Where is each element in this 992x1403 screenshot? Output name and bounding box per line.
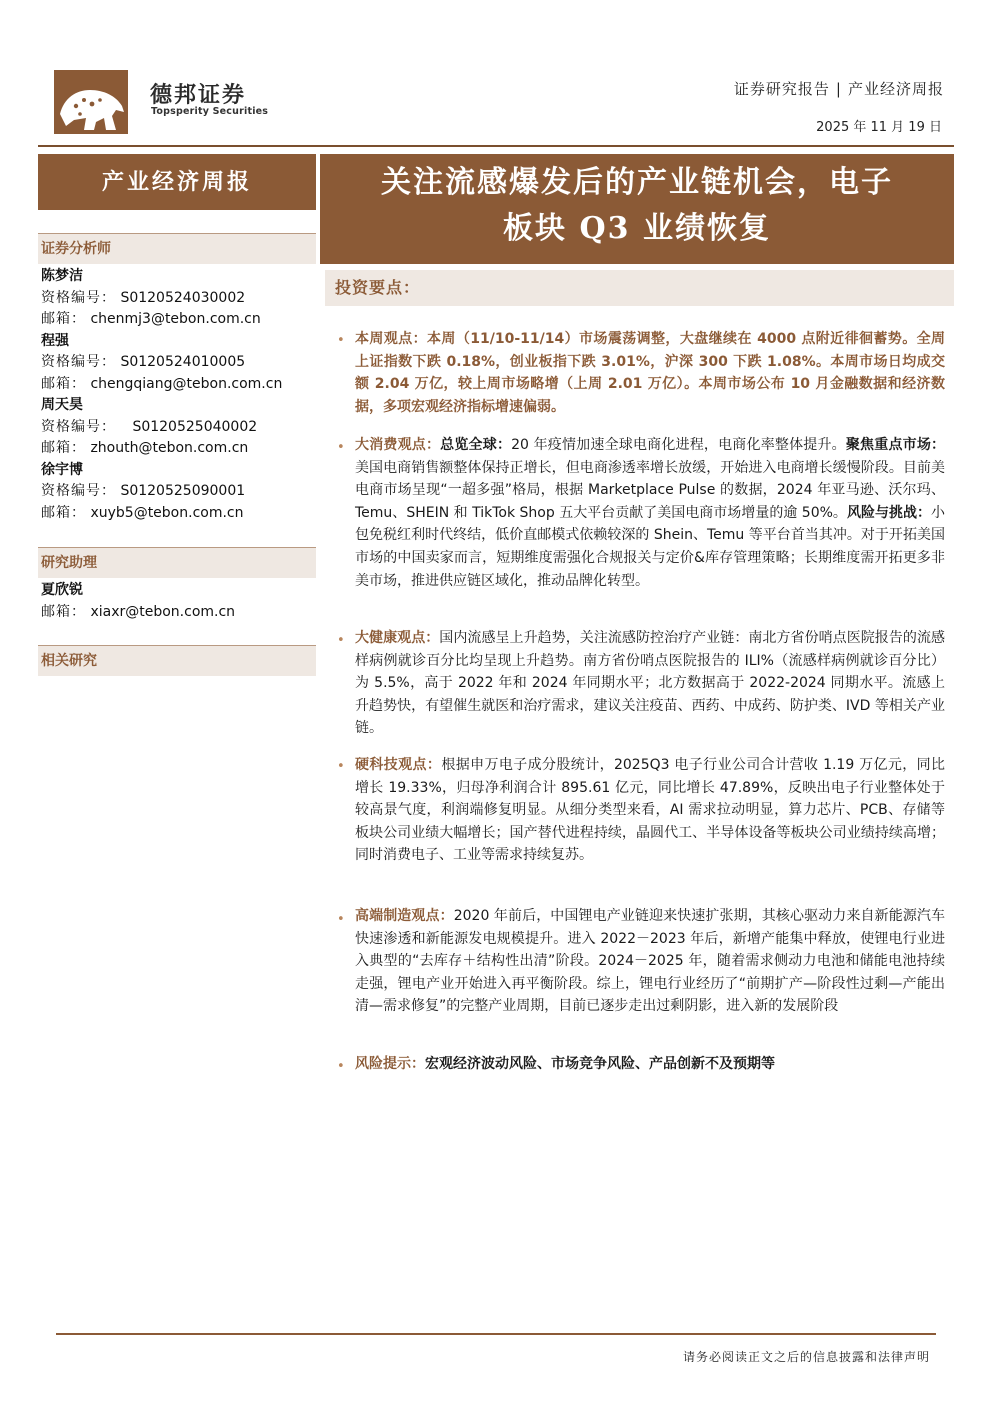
disclaimer-footer: 请务必阅读正文之后的信息披露和法律声明 xyxy=(682,1350,930,1364)
email-label: 邮箱： xyxy=(41,311,86,327)
assistant-info xyxy=(41,580,316,623)
bullet-icon: • xyxy=(337,333,345,348)
email-link[interactable]: xuyb5@tebon.com.cn xyxy=(90,504,244,521)
analyst-email[interactable] xyxy=(41,309,316,331)
cert-number: S0120524030002 xyxy=(120,289,246,306)
report-title-line1: 关注流感爆发后的产业链机会，电子 xyxy=(381,165,893,200)
report-title xyxy=(320,160,954,252)
analyst-list xyxy=(41,266,316,524)
investment-highlights-heading xyxy=(325,270,954,306)
report-series: 产业经济周报 xyxy=(847,80,944,98)
report-type: 证券研究报告 xyxy=(733,80,830,98)
paragraph-text: 小包免税红利时代终结，低价直邮模式依赖较深的 Shein、Temu 等平台首当其冲。对于开拓美国市场的中国卖家而言，短期维度需强化合规报关与定价&库存管理策略；长期维度需开拓更多非美市场，推进供应链区域化，推动品牌化转型。 xyxy=(355,504,946,589)
paragraph-subhead: 总览全球： xyxy=(440,437,512,453)
paragraph-subhead: 聚焦重点市场： xyxy=(845,437,946,453)
analyst-email[interactable] xyxy=(41,438,316,460)
analyst-name: 陈梦洁 xyxy=(41,268,83,284)
cert-number: S0120525090001 xyxy=(120,483,246,499)
email-link[interactable]: zhouth@tebon.com.cn xyxy=(90,440,249,456)
analyst-section-heading xyxy=(38,233,316,264)
health-view-paragraph xyxy=(355,627,945,740)
assistant-heading-label: 研究助理 xyxy=(41,555,97,571)
email-label: 邮箱： xyxy=(41,440,86,456)
paragraph-text: 宏观经济波动风险、市场竞争风险、产品创新不及预期等 xyxy=(425,1056,775,1072)
investment-heading-label: 投资要点： xyxy=(335,278,421,297)
analyst-email[interactable] xyxy=(41,503,316,525)
email-label: 邮箱： xyxy=(41,375,86,392)
cert-label: 资格编号： xyxy=(41,289,116,306)
risk-warning-paragraph xyxy=(355,1053,945,1076)
paragraph-text: 根据申万电子成分股统计，2025Q3 电子行业公司合计营收 1.19 万亿元，同比增长 19.33%，归母净利润合计 895.61 亿元，同比增长 47.89%，反映出电子行业整体处于较高景气度，利润端修复明显。从细分类型来看，AI 需求拉动明显，算力芯片、PCB、存储等板块公司业绩大幅增长；国产替代进程持续，晶圆代工、半导体设备等板块公司业绩持续高增；同时消费电子、工业等需求持续复苏。 xyxy=(355,757,946,864)
analyst-cert xyxy=(41,417,316,439)
left-banner-title: 产业经济周报 xyxy=(101,169,252,195)
brand-name-en: Topsperity Securities xyxy=(151,106,269,117)
analyst-name: 周天昊 xyxy=(41,397,83,413)
related-heading-label: 相关研究 xyxy=(41,653,97,669)
bullet-icon: • xyxy=(337,759,345,774)
cert-label: 资格编号： xyxy=(41,418,116,435)
paragraph-text: 2020 年前后，中国锂电产业链迎来快速扩张期，其核心驱动力来自新能源汽车快速渗透和新能源发电规模提升。进入 2022－2023 年后，新增产能集中释放，使锂电行业进入典型的“去库存＋结构性出清”阶段。2024－2025 年，随着需求侧动力电池和储能电池持续走强，锂电产业开始进入再平衡阶段。综上，锂电行业经历了“前期扩产—阶段性过剩—产能出清—需求修复”的完整产业周期，目前已逐步走出过剩阴影，进入新的发展阶段 xyxy=(355,908,946,1015)
brand-name-cn: 德邦证券 xyxy=(150,83,247,108)
email-link[interactable]: chengqiang@tebon.com.cn xyxy=(90,375,283,392)
email-link[interactable]: chenmj3@tebon.com.cn xyxy=(90,311,261,327)
cert-number: S0120524010005 xyxy=(120,354,246,370)
paragraph-text: 本周（11/10-11/14）市场震荡调整，大盘继续在 4000 点附近徘徊蓄势。全周上证指数下跌 0.18%，创业板指下跌 3.01%，沪深 300 下跌 1.08%。本周市场日均成交额 2.04 万亿，较上周市场略增（上周 2.01 万亿）。本周市场公布 10 月金融数据和经济数据，多项宏观经济指标增速偏弱。 xyxy=(355,331,946,415)
cert-number: S0120525040002 xyxy=(132,418,258,435)
paragraph-lead: 大消费观点： xyxy=(355,437,441,453)
cert-label: 资格编号： xyxy=(41,354,116,370)
assistant-email[interactable] xyxy=(41,602,316,624)
cert-label: 资格编号： xyxy=(41,483,116,499)
assistant-section-heading xyxy=(38,547,316,578)
related-research-heading xyxy=(38,645,316,676)
paragraph-text: 国内流感呈上升趋势，关注流感防控治疗产业链：南北方省份哨点医院报告的流感样病例就诊百分比均呈现上升趋势。南方省份哨点医院报告的 ILI%（流感样病例就诊百分比）为 5.5%，高于 2022 年和 2024 年同期水平；北方数据高于 2022-2024 同期水平。流感上升趋势快，有望催生就医和治疗需求，建议关注疫苗、西药、中成药、防护类、IVD 等相关产业链。 xyxy=(355,630,946,737)
paragraph-lead: 本周观点： xyxy=(355,331,428,347)
paragraph-lead: 风险提示： xyxy=(355,1056,425,1072)
report-category xyxy=(734,78,944,99)
analyst-cert xyxy=(41,481,316,503)
topsperity-logo-icon xyxy=(54,70,128,134)
hardtech-view-paragraph xyxy=(355,754,945,867)
bullet-icon: • xyxy=(337,440,345,455)
paragraph-subhead: 风险与挑战： xyxy=(846,504,932,521)
footer-divider xyxy=(56,1333,936,1335)
email-link[interactable]: xiaxr@tebon.com.cn xyxy=(90,603,236,620)
assistant-name: 夏欣锐 xyxy=(41,582,83,598)
report-date: 2025 年 11 月 19 日 xyxy=(816,120,942,135)
consumer-view-paragraph xyxy=(355,434,945,592)
analyst-email[interactable] xyxy=(41,374,316,396)
paragraph-lead: 大健康观点： xyxy=(355,630,440,646)
paragraph-lead: 高端制造观点： xyxy=(355,908,454,924)
bullet-icon: • xyxy=(337,633,345,648)
analyst-cert xyxy=(41,288,316,310)
report-title-line2: 板块 Q3 业绩恢复 xyxy=(503,211,771,246)
bullet-icon: • xyxy=(337,912,345,927)
analyst-name: 程强 xyxy=(41,332,69,349)
paragraph-text: 20 年疫情加速全球电商化进程，电商化率整体提升。 xyxy=(511,437,846,453)
email-label: 邮箱： xyxy=(41,603,86,620)
email-label: 邮箱： xyxy=(41,504,86,521)
header-separator: | xyxy=(835,80,842,98)
analyst-cert xyxy=(41,352,316,374)
bullet-icon: • xyxy=(337,1059,345,1074)
header-divider xyxy=(38,145,954,147)
analyst-name: 徐宇博 xyxy=(41,461,83,478)
paragraph-lead: 硬科技观点： xyxy=(355,757,442,773)
manufacturing-view-paragraph xyxy=(355,905,945,1018)
paragraph-text: 美国电商销售额整体保持正增长，但电商渗透率增长放缓，开始进入电商增长缓慢阶段。目前美电商市场呈现“一超多强”格局，根据 Marketplace Pulse 的数据，2024 年亚马逊、沃尔玛、Temu、SHEIN 和 TikTok Shop 五大平台贡献了美国电商市场增量的逾 50%。 xyxy=(355,459,945,521)
analyst-heading-label: 证券分析师 xyxy=(41,241,111,257)
weekly-view-paragraph xyxy=(355,328,945,418)
